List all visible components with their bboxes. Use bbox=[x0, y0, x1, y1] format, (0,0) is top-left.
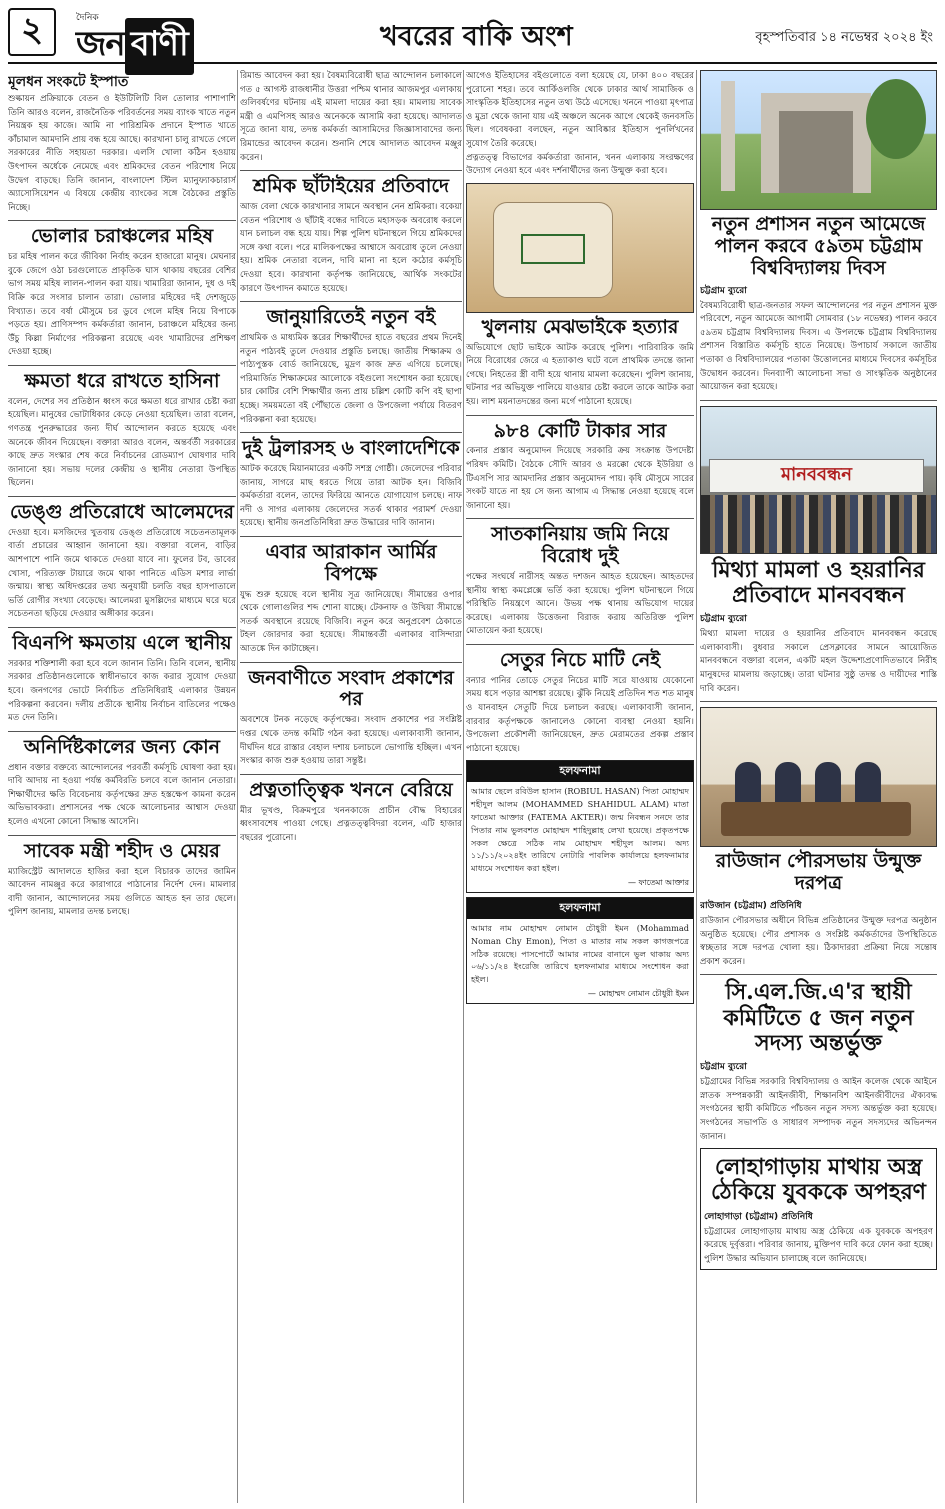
article-body: দেওয়া হবে। মসজিদের খুতবায় ডেঙ্গু প্রতিরোধে সচেতনতামূলক বার্তা প্রচারের আহ্বান জানানো হয়। বক্তারা বলেন, বাড়ির আশপাশে পানি জমে থাকতে দেওয়া যাবে না। ফুলের টব, ডাবের খোসা, পরিত্যক্ত টায়ারে জমে থাকা পানিতে এডিস মশার লার্ভা জন্মায়। স্বাস্থ্য অধিদপ্তরের তথ্য অনুযায়ী চলতি বছর হাসপাতালে ভর্তি রোগীর সংখ্যা বেড়েছে। আলেমরা মুসল্লিদের মাধ্যমে ঘরে ঘরে সচেতনতা ছড়িয়ে দেওয়ার অঙ্গীকার করেন। bbox=[8, 527, 236, 620]
logo-wordmark bbox=[76, 18, 194, 75]
headline: নতুন প্রশাসন নতুন আমেজে পালন করবে ৫৯তম চট্টগ্রাম বিশ্ববিদ্যালয় দিবস bbox=[711, 213, 926, 279]
divider bbox=[700, 701, 937, 702]
article-body: আগেও ইতিহাসের বইগুলোতে বলা হয়েছে যে, ঢাকা ৪০০ বছরের পুরোনো শহর। তবে আর্কিওলজি থেকে ঢাকার আর্থ সামাজিক ও সাংস্কৃতিক ইতিহাসের নতুন তথ্য উঠে এসেছে। খননে পাওয়া মৃৎপাত্র ও মুদ্রা থেকে জানা যায় এই অঞ্চলে অনেক আগে থেকেই জনবসতি ছিল। গবেষকরা বলছেন, নতুন আবিষ্কার ইতিহাস পুনর্লিখনের সুযোগ তৈরি করেছে। bbox=[466, 71, 694, 149]
photo-detail bbox=[701, 495, 936, 553]
logo-tagline: দৈনিক bbox=[76, 13, 99, 23]
headline: লোহাগাড়ায় মাথায় অস্ত্র ঠেকিয়ে যুবককে অপহরণ bbox=[711, 1154, 926, 1206]
divider bbox=[8, 835, 236, 836]
headline: মিথ্যা মামলা ও হয়রানির প্রতিবাদে মানববন্ধন bbox=[712, 556, 925, 608]
article-body: ম্যাজিস্ট্রেট আদালতে হাজির করা হলে বিচারক তাদের জামিন আবেদন নামঞ্জুর করে কারাগারে পাঠানোর নির্দেশ দেন। মামলার বাদী জানান, আন্দোলনের সময় গুলিতে আহত হন তার ছেলে। পুলিশ জানায়, মামলার তদন্ত চলছে। bbox=[8, 866, 236, 918]
headline: অনির্দিষ্টকালের জন্য কোন bbox=[23, 735, 220, 758]
article-body: পক্ষের সংঘর্ষে নারীসহ অন্তত দশজন আহত হয়েছেন। আহতদের স্থানীয় স্বাস্থ্য কমপ্লেক্সে ভর্তি করা হয়েছে। পুলিশ ঘটনাস্থলে গিয়ে পরিস্থিতি নিয়ন্ত্রণে আনে। উভয় পক্ষ থানায় অভিযোগ দায়ের করেছে। এলাকায় উত্তেজনা বিরাজ করায় অতিরিক্ত পুলিশ মোতায়েন করা হয়েছে। bbox=[466, 572, 694, 637]
article-body: কেনার প্রস্তাব অনুমোদন দিয়েছে সরকারি ক্রয় সংক্রান্ত উপদেষ্টা পরিষদ কমিটি। বৈঠকে সৌদি আরব ও মরক্কো থেকে ইউরিয়া ও টিএসপি সার আমদানির প্রস্তাব অনুমোদন পায়। কৃষি মৌসুমে সারের সংকট যাতে না হয় সে জন্য আগাম এ সিদ্ধান্ত নেওয়া হয়েছে বলে জানানো হয়। bbox=[466, 446, 694, 511]
news-photo-human-chain bbox=[700, 406, 937, 554]
divider bbox=[8, 627, 236, 628]
headline: ডেঙ্গু প্রতিরোধে আলেমদের bbox=[9, 501, 235, 524]
page-number: ২ bbox=[8, 8, 56, 56]
column-divider bbox=[696, 70, 697, 1503]
protest-banner: মানববন্ধন bbox=[709, 459, 924, 493]
headline: বিএনপি ক্ষমতায় এলে স্থানীয় bbox=[12, 632, 232, 655]
article-body: মীর ভূখণ্ড, বিক্রমপুরে খননকাজে প্রাচীন বৌদ্ধ বিহারের ধ্বংসাবশেষ পাওয়া গেছে। প্রত্নতত্ত্ববিদরা বলেন, এটি হাজার বছরের পুরোনো। bbox=[240, 805, 462, 843]
headline: জানুয়ারিতেই নতুন বই bbox=[266, 306, 436, 329]
photo-detail bbox=[855, 762, 881, 806]
divider bbox=[240, 432, 462, 433]
article-body: প্রাথমিক ও মাধ্যমিক স্তরের শিক্ষার্থীদের হাতে বছরের প্রথম দিনেই নতুন পাঠ্যবই তুলে দেওয়ার প্রস্তুতি চলছে। জাতীয় শিক্ষাক্রম ও পাঠ্যপুস্তক বোর্ড জানিয়েছে, মুদ্রণ কাজ দ্রুত এগিয়ে চলেছে। পরিমার্জিত শিক্ষাক্রমের আলোকে বইগুলো সংশোধন করা হয়েছে। চার কোটির বেশি শিক্ষার্থীর জন্য প্রায় চল্লিশ কোটি কপি বই ছাপা হচ্ছে। সময়মতো বই পৌঁছাতে জেলা ও উপজেলা পর্যায়ে বিতরণ পরিকল্পনা করা হয়েছে। bbox=[240, 333, 462, 425]
headline: ভোলার চরাঞ্চলের মহিষ bbox=[30, 225, 214, 248]
column-divider bbox=[237, 70, 238, 1503]
divider bbox=[240, 774, 462, 775]
photo-detail bbox=[721, 81, 735, 191]
photo-detail bbox=[521, 234, 585, 264]
column-4 bbox=[700, 70, 937, 1503]
issue-date: বৃহস্পতিবার ১৪ নভেম্বর ২০২৪ ইং bbox=[755, 30, 933, 45]
headline: দুই ট্রলারসহ ৬ বাংলাদেশিকে bbox=[242, 437, 460, 460]
article-body: সরকার শক্তিশালী করা হবে বলে জানান তিনি। তিনি বলেন, স্থানীয় সরকার প্রতিষ্ঠানগুলোকে স্বাধীনভাবে কাজ করার সুযোগ দেওয়া হবে। জনগণের ভোটে নির্বাচিত প্রতিনিধিরাই এলাকার উন্নয়ন পরিকল্পনা করবেন। দলীয় প্রতীকে স্থানীয় নির্বাচন বাতিলের পক্ষেও মত দেন তিনি। bbox=[8, 658, 236, 724]
divider bbox=[240, 170, 462, 171]
boxed-article bbox=[700, 1148, 937, 1269]
article-body: রিমান্ড আবেদন করা হয়। বৈষম্যবিরোধী ছাত্র আন্দোলন চলাকালে গত ৫ আগস্ট রাজধানীর উত্তরা পশ্চিম থানার আজমপুর এলাকায় গুলিবর্ষণের ঘটনায় এই মামলা দায়ের করা হয়। মামলায় সাবেক মন্ত্রী ও এমপিসহ আরও অনেককে আসামি করা হয়েছে। আদালত সূত্রে জানা যায়, তদন্ত কর্মকর্তা আসামিদের জিজ্ঞাসাবাদের জন্য রিমান্ডের আবেদন করেন। শুনানি শেষে আদালত আবেদন মঞ্জুর করেন। bbox=[240, 71, 462, 163]
divider bbox=[240, 301, 462, 302]
article-body: অভিযোগে ছোট ভাইকে আটক করেছে পুলিশ। পারিবারিক জমি নিয়ে বিরোধের জেরে এ হত্যাকাণ্ড ঘটে বলে প্রাথমিক তদন্তে জানা গেছে। নিহতের স্ত্রী বাদী হয়ে থানায় মামলা করেছেন। পুলিশ জানায়, ঘটনার পর অভিযুক্ত পালিয়ে যাওয়ার চেষ্টা করলে তাকে আটক করা হয়। লাশ ময়নাতদন্তের জন্য মর্গে পাঠানো হয়েছে। bbox=[466, 342, 694, 407]
headline: এবার আরাকান আর্মির বিপক্ষে bbox=[265, 540, 437, 585]
notice-signature: — ফাতেমা আক্তার bbox=[627, 878, 689, 888]
photo-detail bbox=[721, 802, 911, 836]
article-body: শুল্কায়ন প্রক্রিয়াকে বেতন ও ইউটিলিটি বিল তোলার পাশাপাশি তিনি আরও বলেন, রাজনৈতিক পরিবর্তনের সময় ব্যাংক খাতে নতুন নিয়ন্ত্রক হয় কাজে। আমি না পারিশ্রমিক প্রদানে ইস্পাত খাতে কাঁচামাল আমদানি প্রায় বন্ধ হয়ে আছে। কারখানা চালু রাখতে গেলে সরকারের নীতি সহায়তা দরকার। এলসি খোলা কঠিন হওয়ায় উৎপাদন অর্ধেকে নেমেছে এবং শ্রমিকদের বেতন পরিশোধ নিয়ে উদ্বেগ বাড়ছে। তিনি জানান, বাংলাদেশ স্টিল ম্যানুফ্যাকচারার্স অ্যাসোসিয়েশন এ বিষয়ে কেন্দ্রীয় ব্যাংকের সঙ্গে বৈঠকের প্রস্তুতি নিচ্ছে। bbox=[8, 94, 236, 213]
article-body: চট্টগ্রামের লোহাগাড়ায় মাথায় অস্ত্র ঠেকিয়ে এক যুবককে অপহরণ করেছে দুর্বৃত্তরা। পরিবার জানায়, মুক্তিপণ দাবি করে ফোন করা হচ্ছে। পুলিশ উদ্ধার অভিযান চালাচ্ছে বলে জানিয়েছে। bbox=[704, 1226, 933, 1264]
affidavit-notice bbox=[466, 760, 694, 893]
article-body: বন্যার পানির তোড়ে সেতুর নিচের মাটি সরে যাওয়ায় যেকোনো সময় ধসে পড়ার আশঙ্কা রয়েছে। ঝুঁকি নিয়েই প্রতিদিন শত শত মানুষ ও যানবাহন সেতুটি দিয়ে চলাচল করছে। এলাকাবাসী জানান, বারবার কর্তৃপক্ষকে জানালেও কোনো ব্যবস্থা নেওয়া হয়নি। উপজেলা প্রকৌশলী জানিয়েছেন, দ্রুত মেরামতের প্রকল্প প্রস্তাব পাঠানো হয়েছে। bbox=[466, 675, 694, 754]
byline: চট্টগ্রাম ব্যুরো bbox=[700, 614, 747, 625]
notice-title: হলফনামা bbox=[467, 898, 693, 919]
logo-part-1: জন bbox=[76, 24, 125, 64]
article-body: প্রত্নতত্ত্ব বিভাগের কর্মকর্তারা জানান, খনন এলাকায় সংরক্ষণের উদ্যোগ নেওয়া হবে এবং দর্শনার্থীদের জন্য উন্মুক্ত করা হবে। bbox=[466, 152, 694, 177]
article-body: যুদ্ধ শুরু হয়েছে বলে স্থানীয় সূত্র জানিয়েছে। সীমান্তের ওপার থেকে গোলাগুলির শব্দ শোনা যাচ্ছে। টেকনাফ ও উখিয়া সীমান্তে সতর্ক অবস্থানে রয়েছে বিজিবি। নতুন করে অনুপ্রবেশ ঠেকাতে টহল জোরদার করা হয়েছে। সীমান্তবর্তী এলাকার বাসিন্দারা আতঙ্কে দিন কাটাচ্ছেন। bbox=[240, 589, 462, 655]
article-body: বৈষম্যবিরোধী ছাত্র-জনতার সফল আন্দোলনের পর নতুন প্রশাসন মুক্ত পরিবেশে, নতুন আমেজে আগামী সোমবার (১৮ নভেম্বর) পালন করবে ৫৯তম চট্টগ্রাম বিশ্ববিদ্যালয় দিবস। এ উপলক্ষে চট্টগ্রাম বিশ্ববিদ্যালয় প্রশাসন বিস্তারিত কর্মসূচি হাতে নিয়েছে। উপাচার্য সকালে জাতীয় পতাকা ও বিশ্ববিদ্যালয়ের পতাকা উত্তোলনের মাধ্যমে দিবসের কর্মসূচির উদ্বোধন করবেন। দিনব্যাপী আলোচনা সভা ও সাংস্কৃতিক অনুষ্ঠানের আয়োজন করা হয়েছে। bbox=[700, 300, 937, 393]
divider bbox=[700, 400, 937, 401]
photo-detail bbox=[866, 79, 926, 159]
divider bbox=[700, 974, 937, 975]
news-photo-campus-gate bbox=[700, 70, 937, 210]
headline: জনবাণীতে সংবাদ প্রকাশের পর bbox=[248, 666, 454, 711]
article-body: আটক করেছে মিয়ানমারের একটি সশস্ত্র গোষ্ঠী। জেলেদের পরিবার জানায়, সাগরে মাছ ধরতে গিয়ে তারা আটক হন। বিজিবি কর্মকর্তারা বলেন, তাদের ফিরিয়ে আনতে যোগাযোগ চলছে। নাফ নদী ও সাগর এলাকায় জেলেদের সতর্ক থাকার পরামর্শ দেওয়া হয়েছে। স্থানীয় জনপ্রতিনিধিরা দ্রুত উদ্ধারের দাবি জানান। bbox=[240, 464, 462, 529]
headline: ক্ষমতা ধরে রাখতে হাসিনা bbox=[24, 370, 220, 393]
photo-detail bbox=[761, 93, 871, 193]
photo-detail bbox=[815, 762, 841, 806]
news-photo bbox=[466, 183, 694, 313]
affidavit-notice bbox=[466, 897, 694, 1004]
divider bbox=[8, 365, 236, 366]
divider bbox=[8, 731, 236, 732]
article-body: মিথ্যা মামলা দায়ের ও হয়রানির প্রতিবাদে মানববন্ধন করেছে এলাকাবাসী। বুধবার সকালে প্রেসক্লাবের সামনে আয়োজিত মানববন্ধনে বক্তারা বলেন, একটি মহল উদ্দেশ্যপ্রণোদিতভাবে নিরীহ মানুষদের মামলায় জড়াচ্ছে। তারা ঘটনার সুষ্ঠু তদন্ত ও দায়ীদের শাস্তি দাবি করেন। bbox=[700, 629, 937, 694]
newspaper-logo bbox=[70, 10, 246, 64]
headline: খুলনায় মেঝভাইকে হত্যার bbox=[481, 315, 679, 338]
byline: চট্টগ্রাম ব্যুরো bbox=[700, 1062, 747, 1073]
divider bbox=[466, 415, 694, 416]
column-2 bbox=[240, 70, 462, 1503]
divider bbox=[240, 662, 462, 663]
article-body: অবশেষে টনক নড়েছে কর্তৃপক্ষের। সংবাদ প্রকাশের পর সংশ্লিষ্ট দপ্তর থেকে তদন্ত কমিটি গঠন করা হয়েছে। এলাকাবাসী জানান, দীর্ঘদিন ধরে রাস্তার বেহাল দশায় চলাচলে ভোগান্তি হচ্ছিল। এখন সংস্কার কাজ শুরু হওয়ায় তারা সন্তুষ্ট। bbox=[240, 715, 462, 767]
photo-detail bbox=[775, 762, 801, 806]
divider bbox=[466, 518, 694, 519]
article-body: রাউজান পৌরসভার অধীনে বিভিন্ন প্রতিষ্ঠানের উন্মুক্ত দরপত্র অনুষ্ঠান অনুষ্ঠিত হয়েছে। পৌর প্রশাসক ও সংশ্লিষ্ট কর্মকর্তাদের উপস্থিতিতে স্বচ্ছতার সঙ্গে দরপত্র খোলা হয়। ঠিকাদাররা প্রক্রিয়া নিয়ে সন্তোষ প্রকাশ করেন। bbox=[700, 915, 937, 967]
headline: সি.এল.জি.এ'র স্থায়ী কমিটিতে ৫ জন নতুন সদস্য অন্তর্ভুক্ত bbox=[723, 979, 914, 1056]
logo-part-2: বাণী bbox=[125, 18, 194, 75]
divider bbox=[8, 220, 236, 221]
notice-signature: — মোহাম্মদ নোমান চৌধুরী ইমন bbox=[587, 989, 689, 998]
byline: রাউজান (চট্টগ্রাম) প্রতিনিধি bbox=[700, 900, 802, 911]
headline: শ্রমিক ছাঁটাইয়ের প্রতিবাদে bbox=[253, 175, 449, 198]
article-body: আজ বেলা থেকে কারখানার সামনে অবস্থান নেন শ্রমিকরা। বকেয়া বেতন পরিশোধ ও ছাঁটাই বন্ধের দাবিতে মহাসড়ক অবরোধ করলে যান চলাচল বন্ধ হয়ে যায়। শিল্প পুলিশ ঘটনাস্থলে গিয়ে শ্রমিকদের সঙ্গে কথা বলে। পরে মালিকপক্ষের আশ্বাসে অবরোধ তুলে নেওয়া হয়। শ্রমিক নেতারা বলেন, দাবি মানা না হলে কঠোর কর্মসূচি দেওয়া হবে। কারখানা কর্তৃপক্ষ জানিয়েছে, আর্থিক সংকটের কারণে উৎপাদন কমাতে হয়েছে। bbox=[240, 202, 462, 294]
headline: রাউজান পৌরসভায় উন্মুক্ত দরপত্র bbox=[715, 850, 922, 895]
headline: প্রত্নতাত্ত্বিক খননে বেরিয়ে bbox=[249, 778, 453, 801]
article-body: বলেন, দেশের সব প্রতিষ্ঠান ধ্বংস করে ক্ষমতা ধরে রাখার চেষ্টা করা হয়েছিল। মানুষের ভোটাধিকার কেড়ে নেওয়া হয়েছিল। তারা বলেন, গণতন্ত্র পুনরুদ্ধারের জন্য দীর্ঘ আন্দোলন করতে হয়েছে এবং অনেকে জীবন দিয়েছেন। বক্তারা আরও বলেন, অন্তর্বর্তী সরকারের কাছে দ্রুত সংস্কার শেষ করে নির্বাচনের রোডম্যাপ ঘোষণার দাবি জানানো হয়। সভায় দলের কেন্দ্রীয় ও স্থানীয় নেতারা উপস্থিত ছিলেন। bbox=[8, 396, 236, 489]
notice-body: আমার ছেলে রবিউল হাসান (ROBIUL HASAN) পিতা মোহাম্মদ শহীদুল আলম (MOHAMMED SHAHIDUL ALAM) মাতা ফাতেমা আক্তার (FATEMA AKTER)। জন্ম নিবন্ধন সনদে তার পিতার নাম ভুলবশত মোহাম্মদ শাহিদুল্লাহ লেখা হয়েছে। প্রকৃতপক্ষে সকল ক্ষেত্রে সঠিক নাম মোহাম্মদ শহীদুল আলম। অদ্য ১১/১১/২০২৪ইং তারিখে নোটারি পাবলিক কার্যালয়ে হলফনামার মাধ্যমে সংশোধন করা হইল। bbox=[471, 786, 689, 874]
column-1 bbox=[8, 70, 236, 1503]
divider bbox=[240, 536, 462, 537]
headline: সাতকানিয়ায় জমি নিয়ে বিরোধ দুই bbox=[491, 523, 669, 568]
news-photo-meeting bbox=[700, 707, 937, 847]
photo-detail bbox=[735, 762, 761, 806]
headline: সাবেক মন্ত্রী শহীদ ও মেয়র bbox=[24, 839, 220, 862]
column-3 bbox=[466, 70, 694, 1503]
headline: সেতুর নিচে মাটি নেই bbox=[499, 649, 661, 672]
divider bbox=[8, 496, 236, 497]
notice-title: হলফনামা bbox=[467, 761, 693, 782]
column-divider bbox=[463, 70, 464, 1503]
masthead bbox=[8, 6, 937, 64]
divider bbox=[466, 644, 694, 645]
article-body: প্রধান বক্তার বক্তব্যে আন্দোলনের পরবর্তী কর্মসূচি ঘোষণা করা হয়। দাবি আদায় না হওয়া পর্যন্ত কর্মবিরতি চলবে বলে জানান নেতারা। শিক্ষার্থীদের ক্ষতি বিবেচনায় কর্তৃপক্ষের দ্রুত হস্তক্ষেপ কামনা করেন অভিভাবকরা। প্রশাসনের পক্ষ থেকে আলোচনার আশ্বাস দেওয়া হলেও এখনো কোনো সিদ্ধান্ত আসেনি। bbox=[8, 762, 236, 828]
headline: ৯৮৪ কোটি টাকার সার bbox=[493, 419, 667, 442]
notice-body: আমার নাম মোহাম্মদ নোমান চৌধুরী ইমন (Mohammad Noman Chy Emon), পিতা ও মাতার নাম সকল কাগজপত্রে সঠিক রয়েছে। পাসপোর্টে আমার নামের বানানে ভুল থাকায় অদ্য ০৬/১১/২৪ ইংরেজি তারিখে হলফনামার মাধ্যমে সংশোধন করা হইল। bbox=[471, 923, 689, 985]
article-body: চর মহিষ পালন করে জীবিকা নির্বাহ করেন হাজারো মানুষ। মেঘনার বুকে জেগে ওঠা চরগুলোতে প্রাকৃতিক ঘাস থাকায় বছরের বেশির ভাগ সময় মহিষ লালন-পালন করা যায়। খামারিরা জানান, দুধ ও দই বিক্রি করে সংসার চালান তারা। ভোলার মহিষের দই দেশজুড়ে বিখ্যাত। তবে বর্ষা মৌসুমে চর ডুবে গেলে মহিষ নিয়ে বিপাকে পড়তে হয়। প্রাণিসম্পদ কর্মকর্তারা জানান, চরাঞ্চলে মহিষের জন্য উঁচু কিল্লা নির্মাণের পরিকল্পনা রয়েছে এবং খামারিদের প্রশিক্ষণ দেওয়া হচ্ছে। bbox=[8, 252, 236, 358]
byline: চট্টগ্রাম ব্যুরো bbox=[700, 285, 747, 296]
article-body: চট্টগ্রামের বিভিন্ন সরকারি বিশ্ববিদ্যালয় ও আইন কলেজ থেকে আইনে স্নাতক সম্পন্নকারী আইনজীবী, শিক্ষানবিশ আইনজীবীদের ঐক্যবদ্ধ সংগঠনের স্থায়ী কমিটিতে পাঁচজন নতুন সদস্য অন্তর্ভুক্ত করা হয়েছে। সংগঠনের সভাপতি ও সাধারণ সম্পাদক নতুন সদস্যদের অভিনন্দন জানান। bbox=[700, 1077, 937, 1142]
byline: লোহাগাড়া (চট্টগ্রাম) প্রতিনিধি bbox=[704, 1211, 813, 1222]
section-title: খবরের বাকি অংশ bbox=[380, 21, 573, 52]
headline: মূলধন সংকটে ইস্পাত bbox=[8, 74, 129, 90]
